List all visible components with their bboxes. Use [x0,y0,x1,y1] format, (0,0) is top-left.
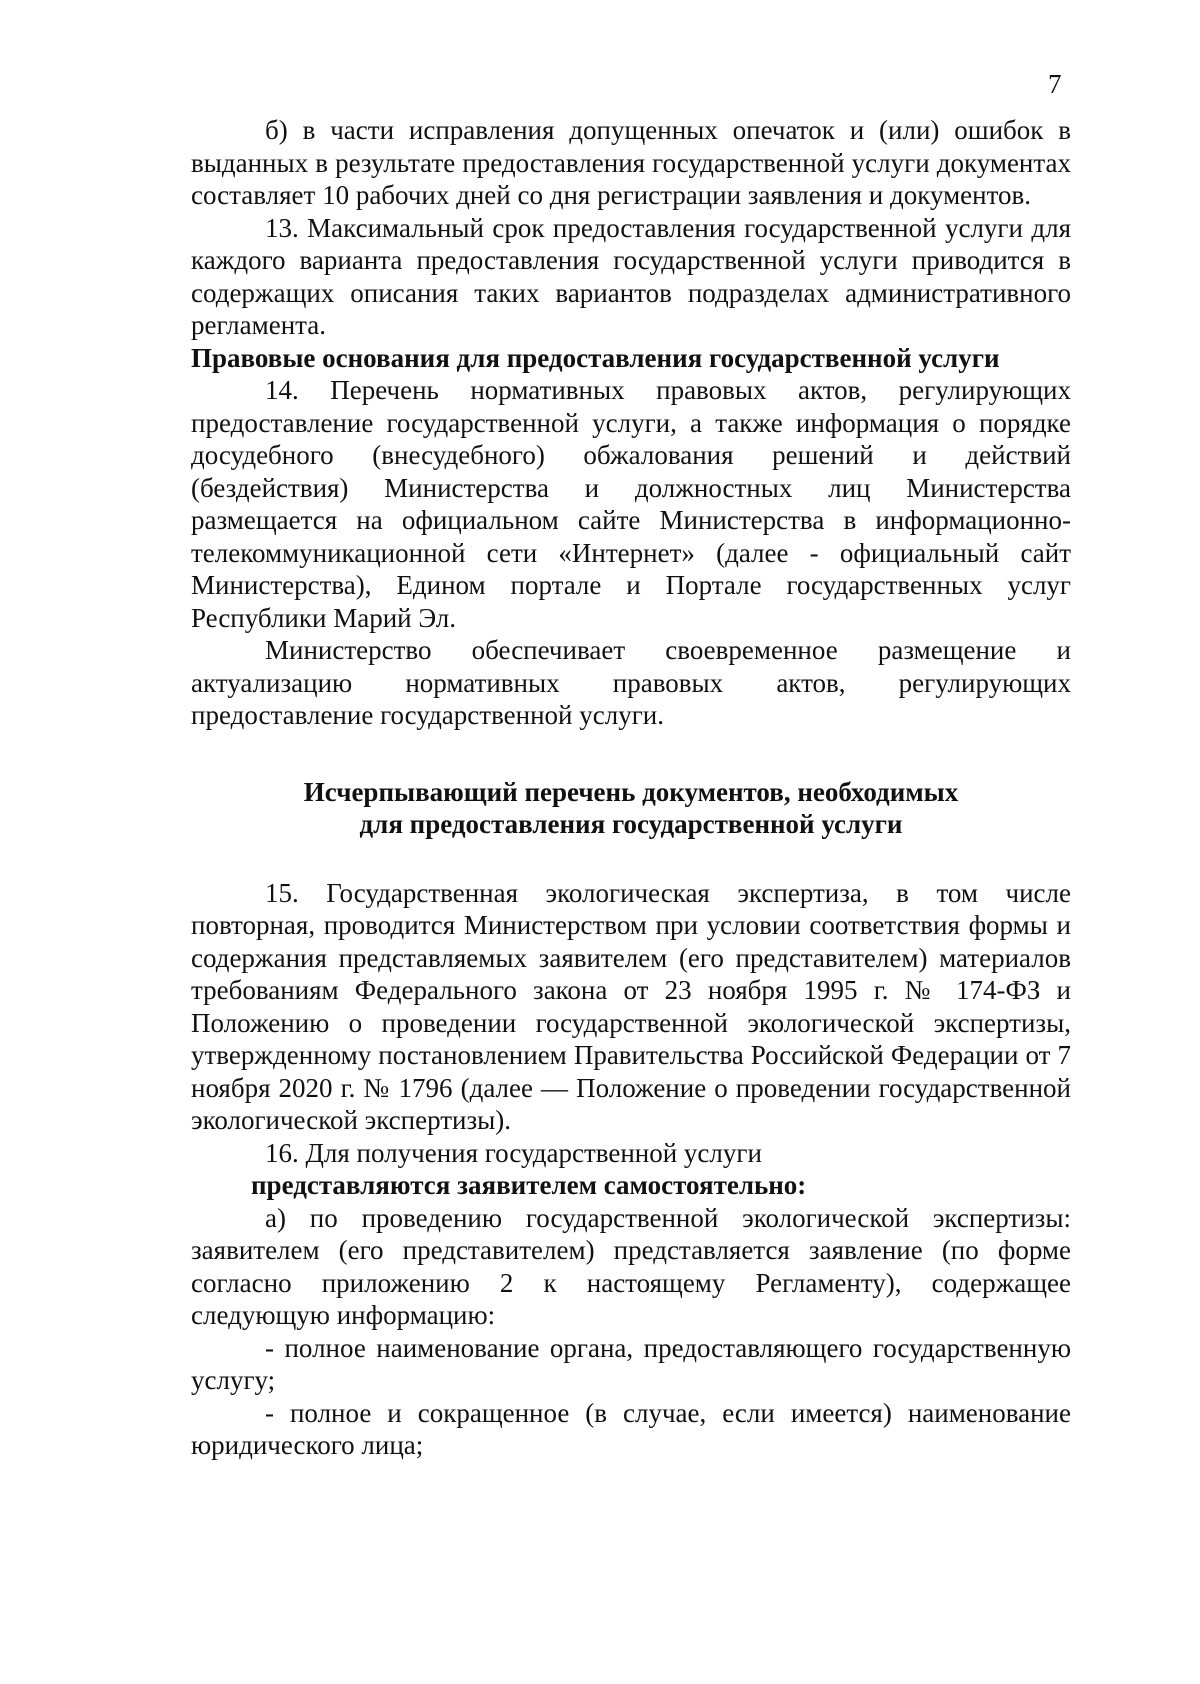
paragraph-12b: б) в части исправления допущенных опечаток и (или) ошибок в выданных в результате предоставления государственной услуги документах составляет 10 рабочих дней со дня регистрации заявления и документов. [191,115,1071,210]
paragraph-14: 14. Перечень нормативных правовых актов, регулирующих предоставление государственной услуги, а также информация о порядке досудебного (внесудебного) обжалования решений и действий (бездействия) Министерства и должностных лиц Министерства размещается на официальном сайте Министерства в информационно-телекоммуникационной сети «Интернет» (далее - официальный сайт Министерства), Едином портале и Портале государственных услуг Республики Марий Эл. [191,375,1071,633]
list-item-dash-1: - полное наименование органа, предоставляющего государственную услугу; [191,1332,1071,1395]
paragraph-14b: Министерство обеспечивает своевременное размещение и актуализацию нормативных правовых актов, регулирующих предоставление государственной услуги. [191,635,1071,730]
section-heading-line-1: Исчерпывающий перечень документов, необходимых [303,776,959,807]
section-heading-line-2: для предоставления государственной услуги [359,809,903,839]
paragraph-16-bold: представляются заявителем самостоятельно: [251,1170,807,1200]
paragraph-16a: а) по проведению государственной экологической экспертизы: заявителем (его представителем) представляется заявление (по форме согласно приложению 2 к настоящему Регламенту), содержащее следующую информацию: [191,1202,1071,1330]
paragraph-15: 15. Государственная экологическая экспертиза, в том числе повторная, проводится Министерством при условии соответствия формы и содержания представляемых заявителем (его представителем) материалов требованиям Федерального закона от 23 ноября 1995 г. № 174-ФЗ и Положению о проведении государственной экологической экспертизы, утвержденному постановлением Правительства Российской Федерации от 7 ноября 2020 г. № 1796 (далее — Положение о проведении государственной экологической экспертизы). [191,877,1071,1135]
section-heading-documents [191,776,1071,841]
page-number: 7 [1048,69,1062,99]
paragraph-16: 16. Для получения государственной услуги [265,1137,762,1168]
list-item-dash-2: - полное и сокращенное (в случае, если имеется) наименование юридического лица; [191,1397,1071,1460]
document-body [191,114,1071,1462]
paragraph-13: 13. Максимальный срок предоставления государственной услуги для каждого варианта предоставления государственной услуги приводится в содержащих описания таких вариантов подразделах административного регламента. [191,212,1071,340]
section-heading-legal-basis: Правовые основания для предоставления государственной услуги [191,342,1000,373]
